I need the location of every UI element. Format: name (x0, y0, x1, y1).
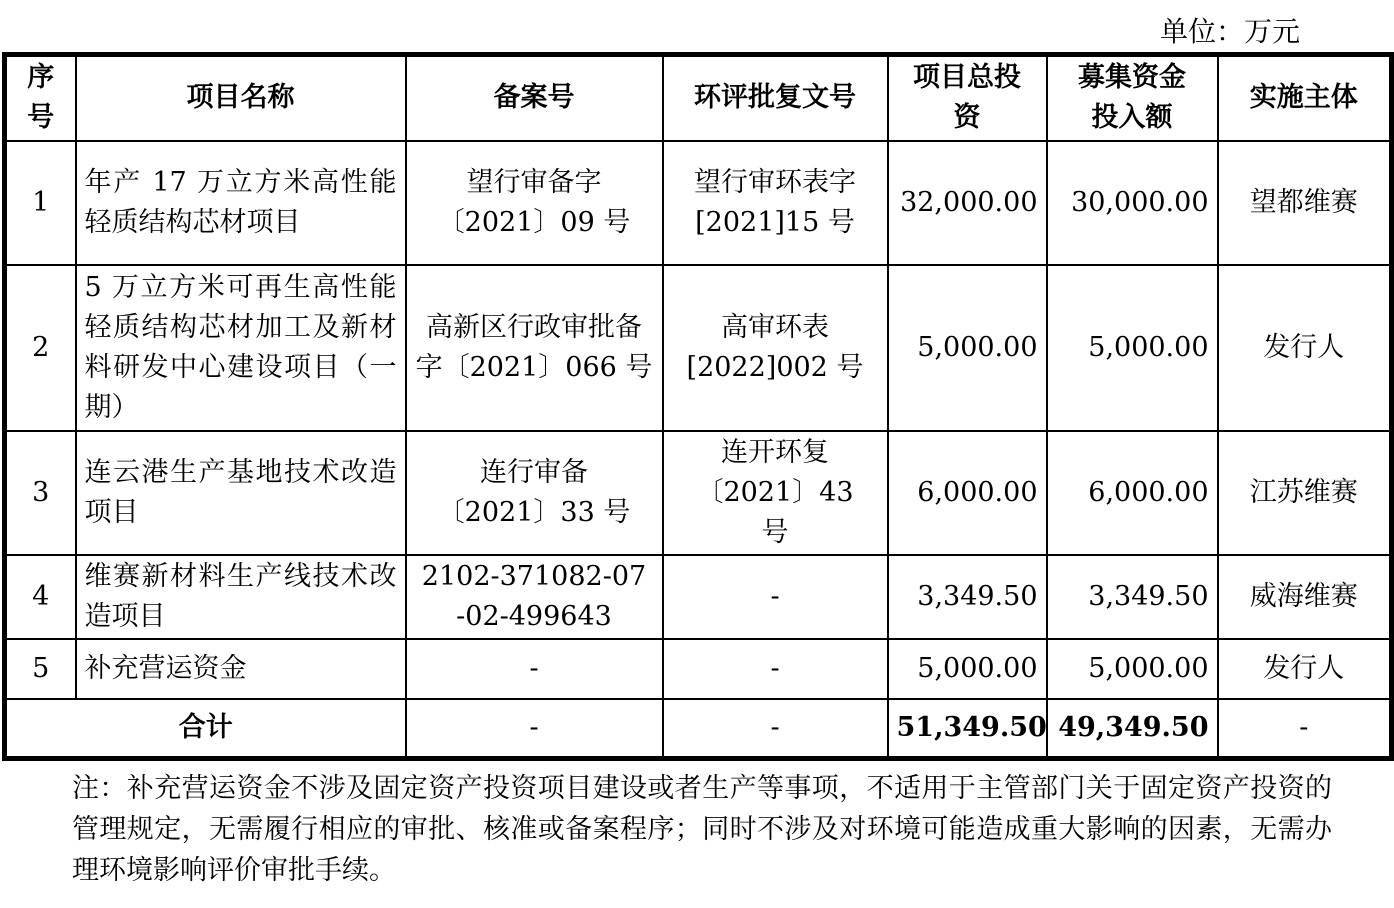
cell-eia-no: 连开环复〔2021〕43 号 (663, 431, 888, 555)
header-total-investment: 项目总投资 (888, 55, 1047, 141)
cell-project-name: 补充营运资金 (76, 639, 406, 699)
table-row (5, 639, 1392, 699)
header-seq: 序号 (5, 55, 76, 141)
total-investment-sum: 51,349.50 (888, 699, 1047, 759)
table-row (5, 431, 1392, 555)
cell-project-name: 5 万立方米可再生高性能轻质结构芯材加工及新材料研发中心建设项目（一期） (76, 265, 406, 431)
header-record-no: 备案号 (406, 55, 663, 141)
cell-total-investment: 5,000.00 (888, 639, 1047, 699)
cell-seq: 3 (5, 431, 76, 555)
cell-implementer: 发行人 (1218, 639, 1392, 699)
header-eia-no: 环评批复文号 (663, 55, 888, 141)
cell-total-investment: 5,000.00 (888, 265, 1047, 431)
total-implementer: - (1218, 699, 1392, 759)
cell-raised-funds: 30,000.00 (1047, 141, 1218, 265)
cell-eia-no: - (663, 555, 888, 639)
cell-project-name: 维赛新材料生产线技术改造项目 (76, 555, 406, 639)
cell-raised-funds: 5,000.00 (1047, 639, 1218, 699)
cell-eia-no: 高审环表[2022]002 号 (663, 265, 888, 431)
cell-record-no: 2102-371082-07-02-499643 (406, 555, 663, 639)
table-row (5, 141, 1392, 265)
total-label: 合计 (5, 699, 406, 759)
cell-implementer: 威海维赛 (1218, 555, 1392, 639)
cell-implementer: 发行人 (1218, 265, 1392, 431)
cell-eia-no: 望行审环表字[2021]15 号 (663, 141, 888, 265)
cell-seq: 2 (5, 265, 76, 431)
cell-record-no: 望行审备字〔2021〕09 号 (406, 141, 663, 265)
cell-raised-funds: 5,000.00 (1047, 265, 1218, 431)
cell-total-investment: 32,000.00 (888, 141, 1047, 265)
total-eia-no: - (663, 699, 888, 759)
header-implementer: 实施主体 (1218, 55, 1392, 141)
total-record-no: - (406, 699, 663, 759)
cell-project-name: 年产 17 万立方米高性能轻质结构芯材项目 (76, 141, 406, 265)
header-raised-funds: 募集资金投入额 (1047, 55, 1218, 141)
cell-raised-funds: 6,000.00 (1047, 431, 1218, 555)
cell-record-no: - (406, 639, 663, 699)
cell-project-name: 连云港生产基地技术改造项目 (76, 431, 406, 555)
header-row (5, 55, 1392, 141)
table-row (5, 265, 1392, 431)
cell-seq: 5 (5, 639, 76, 699)
header-project-name: 项目名称 (76, 55, 406, 141)
cell-total-investment: 3,349.50 (888, 555, 1047, 639)
cell-seq: 1 (5, 141, 76, 265)
cell-total-investment: 6,000.00 (888, 431, 1047, 555)
cell-implementer: 望都维赛 (1218, 141, 1392, 265)
unit-label: 单位：万元 (1160, 15, 1301, 48)
cell-record-no: 连行审备〔2021〕33 号 (406, 431, 663, 555)
total-row (5, 699, 1392, 759)
cell-record-no: 高新区行政审批备字〔2021〕066 号 (406, 265, 663, 431)
total-raised-funds-sum: 49,349.50 (1047, 699, 1218, 759)
cell-seq: 4 (5, 555, 76, 639)
footnote: 注：补充营运资金不涉及固定资产投资项目建设或者生产等事项，不适用于主管部门关于固定资产投资的管理规定，无需履行相应的审批、核准或备案程序；同时不涉及对环境可能造成重大影响的因素，无需办理环境影响评价审批手续。 (72, 773, 1332, 886)
table-row (5, 555, 1392, 639)
investment-projects-table (2, 52, 1394, 761)
cell-raised-funds: 3,349.50 (1047, 555, 1218, 639)
cell-eia-no: - (663, 639, 888, 699)
cell-implementer: 江苏维赛 (1218, 431, 1392, 555)
